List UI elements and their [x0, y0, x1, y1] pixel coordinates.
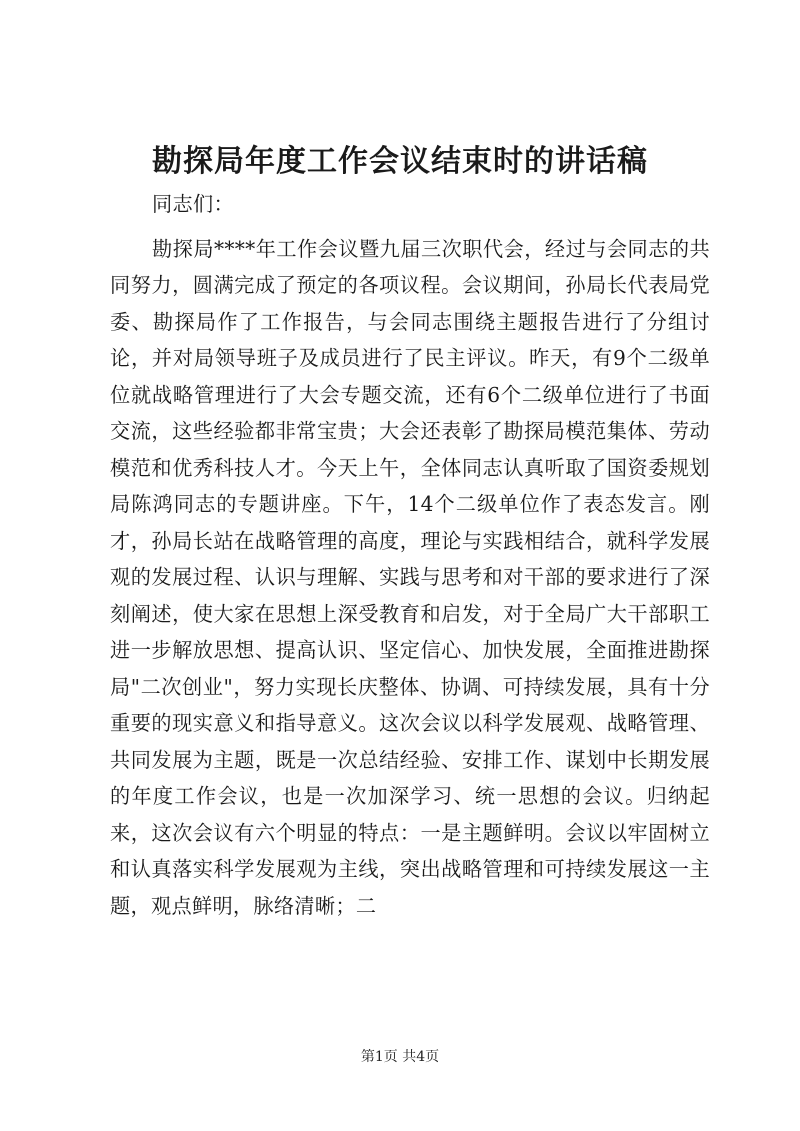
document-body: [110, 186, 710, 924]
page-indicator: 第1页 共4页: [360, 1049, 440, 1065]
document-title: 勘探局年度工作会议结束时的讲话稿: [152, 144, 648, 179]
greeting: 同志们：: [152, 192, 234, 216]
body-paragraph: 勘探局****年工作会议暨九届三次职代会，经过与会同志的共同努力，圆满完成了预定的各项议程。会议期间，孙局长代表局党委、勘探局作了工作报告，与会同志围绕主题报告进行了分组讨论，并对局领导班子及成员进行了民主评议。昨天，有9个二级单位就战略管理进行了大会专题交流，还有6个二级单位进行了书面交流，这些经验都非常宝贵；大会还表彰了勘探局模范集体、劳动模范和优秀科技人才。今天上午，全体同志认真听取了国资委规划局陈鸿同志的专题讲座。下午，14个二级单位作了表态发言。刚才，孙局长站在战略管理的高度，理论与实践相结合，就科学发展观的发展过程、认识与理解、实践与思考和对干部的要求进行了深刻阐述，使大家在思想上深受教育和启发，对于全局广大干部职工进一步解放思想、提高认识、坚定信心、加快发展，全面推进勘探局"二次创业"，努力实现长庆整体、协调、可持续发展，具有十分重要的现实意义和指导意义。这次会议以科学发展观、战略管理、共同发展为主题，既是一次总结经验、安排工作、谋划中长期发展的年度工作会议，也是一次加深学习、统一思想的会议。归纳起来，这次会议有六个明显的特点：一是主题鲜明。会议以牢固树立和认真落实科学发展观为主线，突出战略管理和可持续发展这一主题，观点鲜明，脉络清晰；二: [110, 236, 710, 918]
